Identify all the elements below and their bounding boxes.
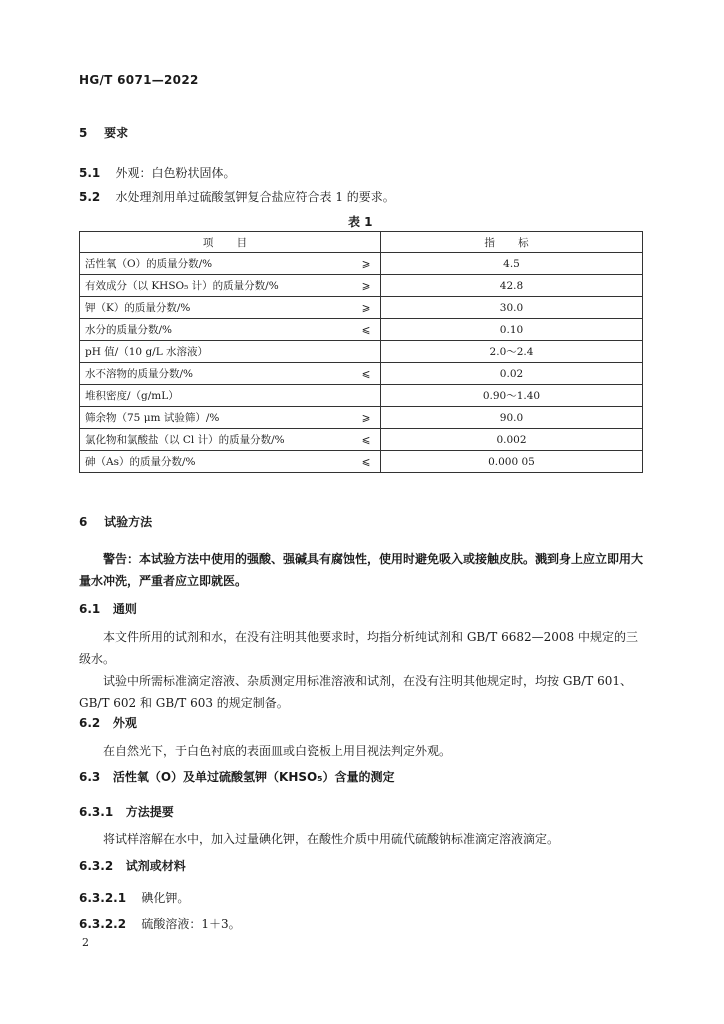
table-row [80,297,643,319]
row-value: 42.8 [381,275,643,297]
table-row [80,341,643,363]
row-value: 0.90～1.40 [381,385,643,407]
row-operator: ⩽ [352,363,381,385]
row-operator: ⩾ [352,253,381,275]
column-header-value: 指 标 [381,232,643,253]
clause-text: 硫酸溶液：1＋3。 [141,917,241,931]
clause-5-1 [79,162,236,181]
table-header-row [80,232,643,253]
section-number: 6.1 [79,602,101,616]
table-row [80,275,643,297]
row-value: 2.0～2.4 [381,341,643,363]
section-title: 方法提要 [125,805,174,819]
section-title: 活性氧（O）及单过硫酸氢钾（KHSO₅）含量的测定 [112,770,395,784]
clause-text: 碘化钾。 [141,891,190,905]
section-6-heading [79,513,152,530]
clause-number: 6.3.2.1 [79,891,127,905]
section-6-3-heading [79,768,394,785]
table-caption: 表 1 [348,215,373,229]
table-row [80,319,643,341]
section-title: 通则 [112,602,137,616]
row-item: 氯化物和氯酸盐（以 Cl 计）的质量分数/% [80,429,353,451]
table-row [80,429,643,451]
section-number: 6.3.2 [79,859,114,873]
clause-text: 水处理剂用单过硫酸氢钾复合盐应符合表 1 的要求。 [115,190,395,204]
requirements-table [79,231,643,473]
clause-number: 5.1 [79,166,101,180]
row-item: 堆积密度/（g/mL） [80,385,353,407]
section-number: 5 [79,126,88,140]
section-title: 试剂或材料 [125,859,186,873]
section-5-heading [79,124,128,141]
table-row [80,407,643,429]
clause-number: 5.2 [79,190,101,204]
row-value: 90.0 [381,407,643,429]
row-item: 水分的质量分数/% [80,319,353,341]
row-value: 30.0 [381,297,643,319]
row-item: 钾（K）的质量分数/% [80,297,353,319]
paragraph: 在自然光下，于白色衬底的表面皿或白瓷板上用目视法判定外观。 [103,744,452,758]
table-row [80,363,643,385]
row-operator: ⩽ [352,429,381,451]
clause-6-3-2-2 [79,913,241,932]
section-title: 外观 [112,716,137,730]
page-number: 2 [82,936,89,949]
row-item: 活性氧（O）的质量分数/% [80,253,353,275]
section-6-1-heading [79,600,137,617]
section-number: 6.2 [79,716,101,730]
row-item: 砷（As）的质量分数/% [80,451,353,473]
row-operator [352,341,381,363]
row-item: 水不溶物的质量分数/% [80,363,353,385]
table-row [80,253,643,275]
row-value: 0.10 [381,319,643,341]
row-value: 0.002 [381,429,643,451]
section-6-3-1-heading [79,803,174,820]
row-item: 筛余物（75 μm 试验筛）/% [80,407,353,429]
row-operator: ⩽ [352,451,381,473]
section-number: 6 [79,515,88,529]
row-value: 0.02 [381,363,643,385]
row-operator: ⩾ [352,275,381,297]
row-operator [352,385,381,407]
clause-6-3-2-1 [79,887,189,906]
section-6-2-heading [79,714,137,731]
section-6-3-2-heading [79,857,186,874]
row-item: pH 值/（10 g/L 水溶液） [80,341,353,363]
row-operator: ⩾ [352,407,381,429]
standard-code: HG/T 6071—2022 [79,73,199,87]
section-number: 6.3 [79,770,101,784]
section-number: 6.3.1 [79,805,114,819]
row-item: 有效成分（以 KHSO₅ 计）的质量分数/% [80,275,353,297]
clause-number: 6.3.2.2 [79,917,127,931]
row-value: 4.5 [381,253,643,275]
clause-text: 外观：白色粉状固体。 [115,166,236,180]
section-title: 要求 [104,126,129,140]
row-operator: ⩽ [352,319,381,341]
table-row [80,451,643,473]
paragraph: 本文件所用的试剂和水，在没有注明其他要求时，均指分析纯试剂和 GB/T 6682—2008 中规定的三级水。 [79,630,638,666]
column-header-item: 项 目 [80,232,381,253]
row-operator: ⩾ [352,297,381,319]
paragraph: 试验中所需标准滴定溶液、杂质测定用标准溶液和试剂，在没有注明其他规定时，均按 GB/T 601、GB/T 602 和 GB/T 603 的规定制备。 [79,674,632,710]
table-row [80,385,643,407]
row-value: 0.000 05 [381,451,643,473]
safety-warning: 警告：本试验方法中使用的强酸、强碱具有腐蚀性，使用时避免吸入或接触皮肤。溅到身上应立即用大量水冲洗，严重者应立即就医。 [79,552,644,588]
paragraph: 将试样溶解在水中，加入过量碘化钾，在酸性介质中用硫代硫酸钠标准滴定溶液滴定。 [103,832,560,846]
clause-5-2 [79,186,395,205]
section-title: 试验方法 [104,515,153,529]
